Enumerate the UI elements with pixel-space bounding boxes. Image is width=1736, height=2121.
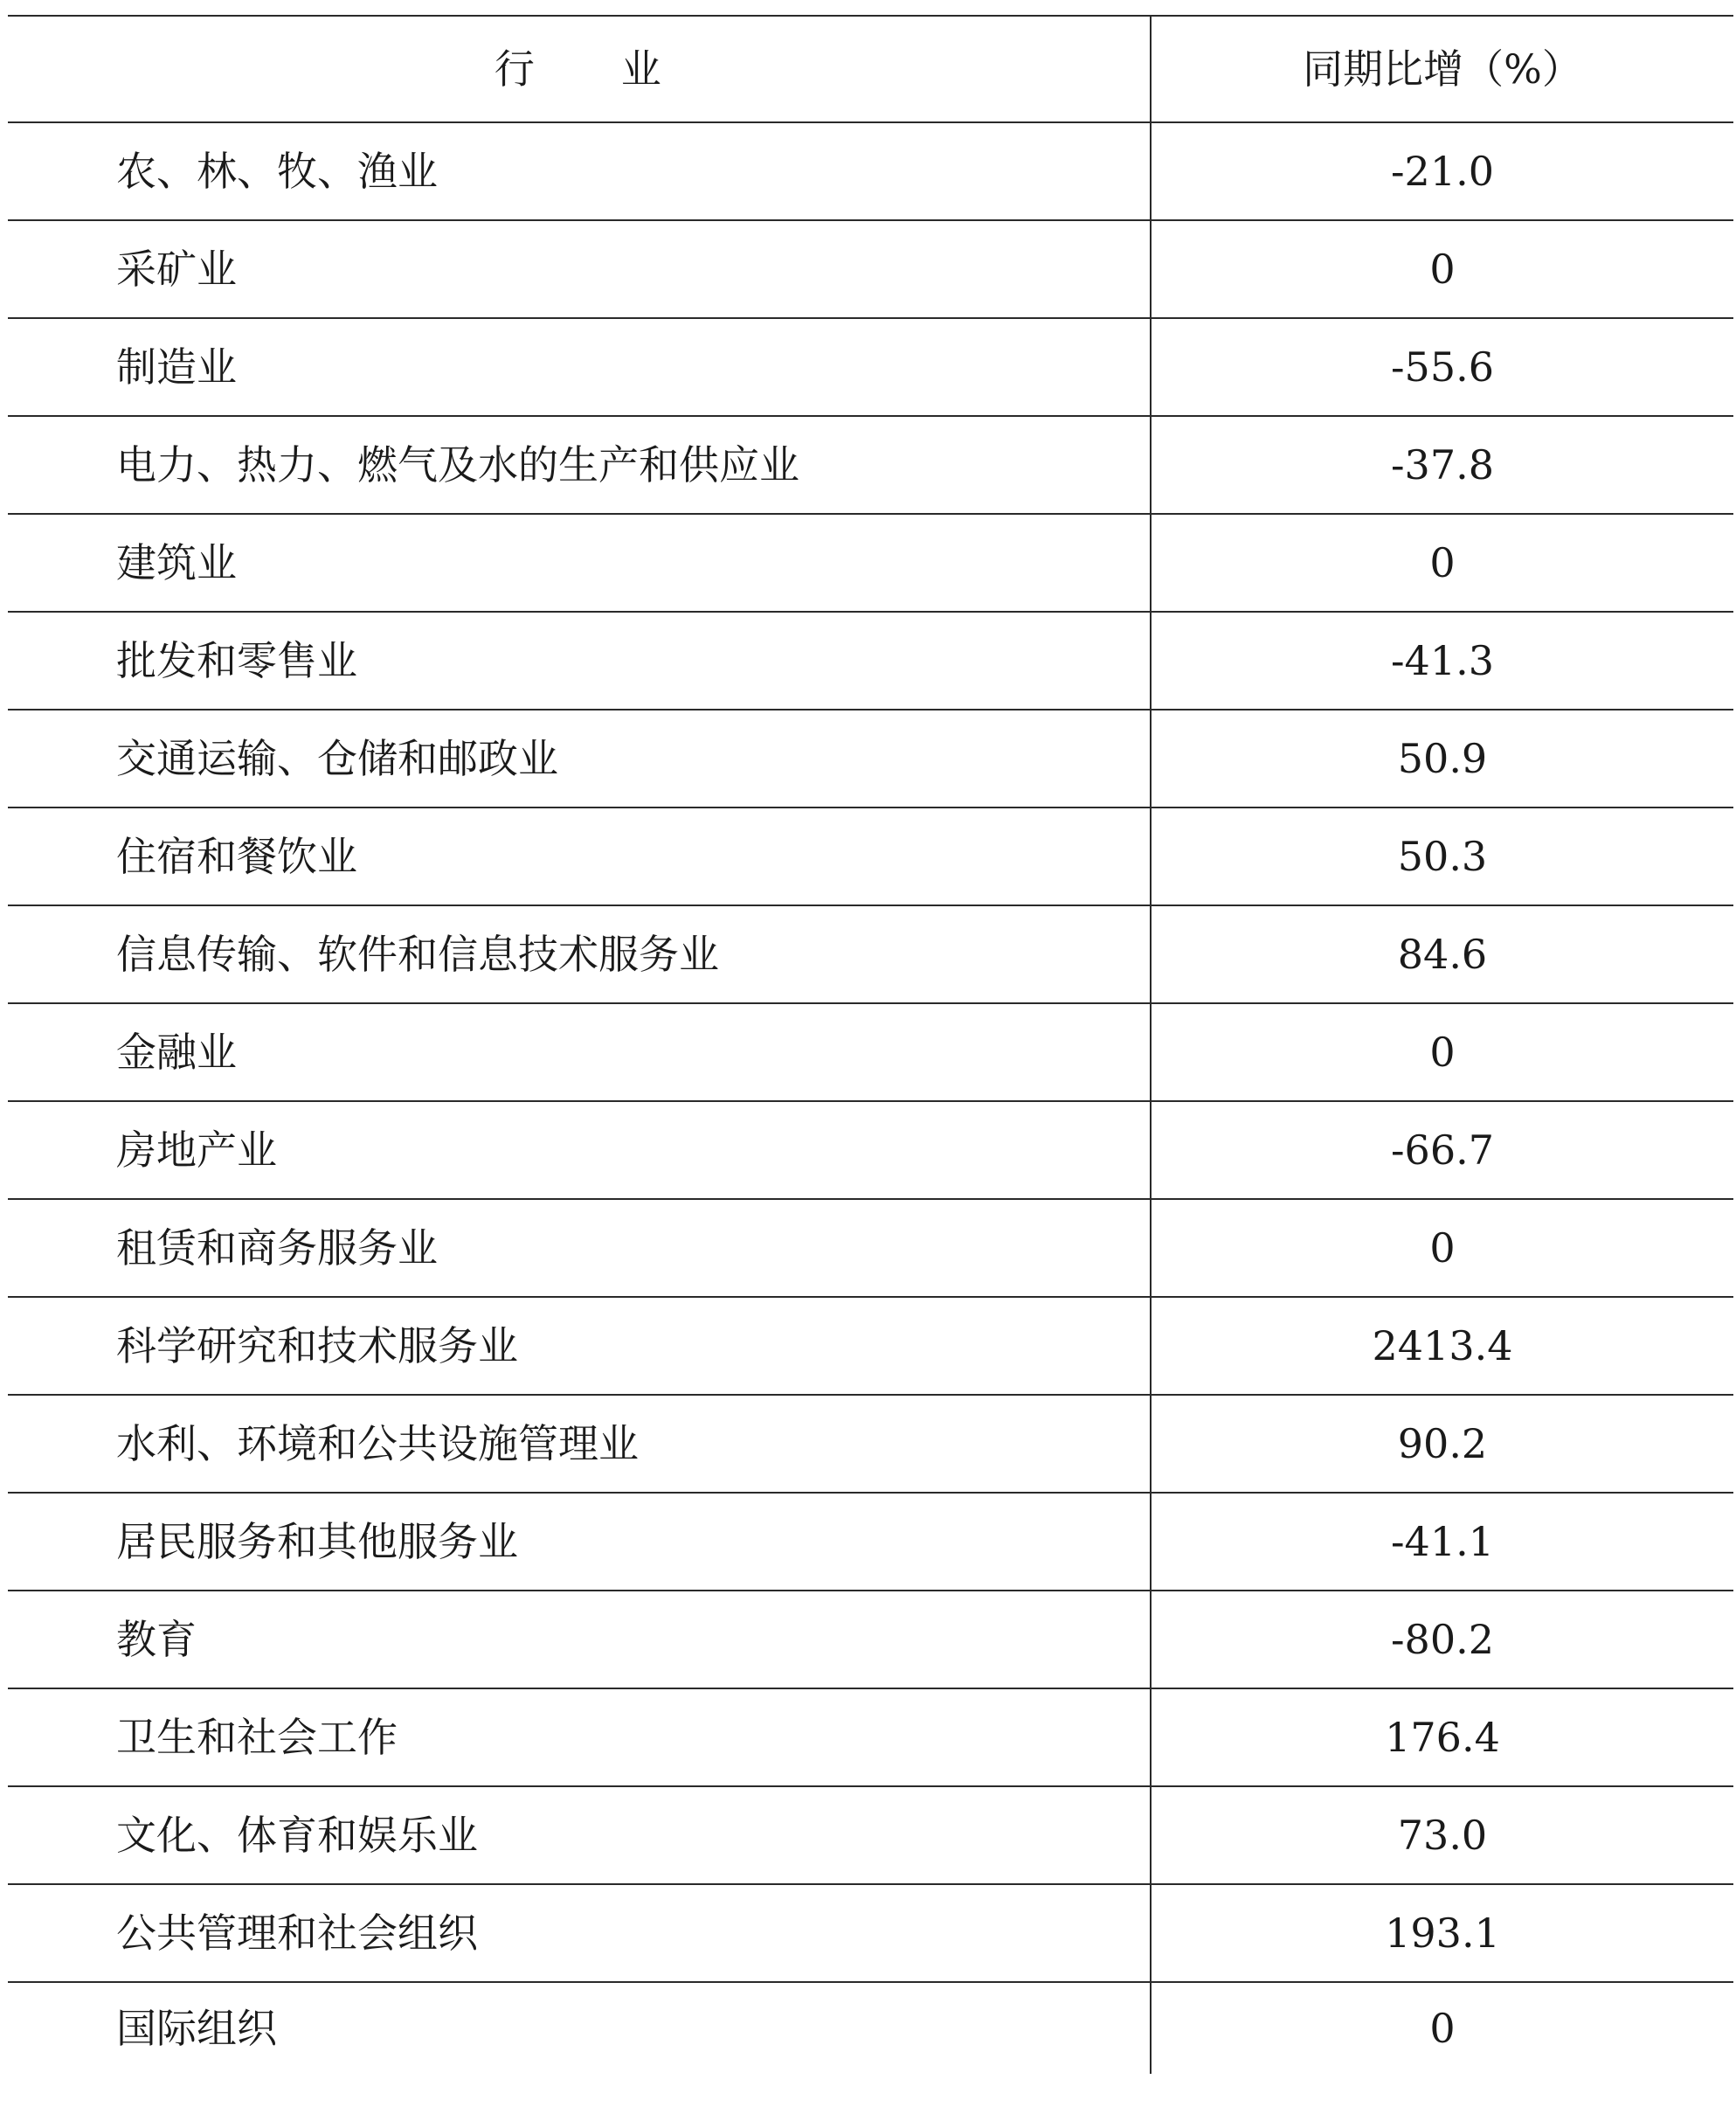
table-row — [8, 1591, 1733, 1688]
growth-value-cell: 193.1 — [1151, 1884, 1733, 1982]
industry-cell: 教育 — [8, 1591, 1151, 1688]
industry-cell: 水利、环境和公共设施管理业 — [8, 1395, 1151, 1493]
growth-value-cell: 90.2 — [1151, 1395, 1733, 1493]
growth-value-cell: 0 — [1151, 1003, 1733, 1101]
growth-value-cell: 0 — [1151, 1199, 1733, 1297]
industry-cell: 电力、热力、燃气及水的生产和供应业 — [8, 416, 1151, 514]
table-row — [8, 514, 1733, 612]
growth-value-cell: -80.2 — [1151, 1591, 1733, 1688]
table-row — [8, 1297, 1733, 1395]
table-body — [8, 122, 1733, 2074]
industry-cell: 卫生和社会工作 — [8, 1688, 1151, 1786]
table-row — [8, 318, 1733, 416]
table-row — [8, 905, 1733, 1003]
table-row — [8, 1786, 1733, 1884]
growth-column-header: 同期比增（%） — [1151, 16, 1733, 122]
industry-cell: 科学研究和技术服务业 — [8, 1297, 1151, 1395]
industry-column-header — [8, 16, 1151, 122]
table-row — [8, 416, 1733, 514]
industry-cell: 住宿和餐饮业 — [8, 808, 1151, 905]
table-row — [8, 612, 1733, 710]
growth-value-cell: -37.8 — [1151, 416, 1733, 514]
table-row — [8, 1493, 1733, 1591]
industry-cell: 农、林、牧、渔业 — [8, 122, 1151, 220]
industry-growth-table — [8, 15, 1733, 2074]
industry-cell: 居民服务和其他服务业 — [8, 1493, 1151, 1591]
table-row — [8, 1884, 1733, 1982]
header-row — [8, 16, 1733, 122]
industry-cell: 交通运输、仓储和邮政业 — [8, 710, 1151, 808]
growth-value-cell: 0 — [1151, 514, 1733, 612]
growth-value-cell: 176.4 — [1151, 1688, 1733, 1786]
industry-cell: 制造业 — [8, 318, 1151, 416]
growth-value-cell: 0 — [1151, 220, 1733, 318]
table-row — [8, 1199, 1733, 1297]
industry-cell: 批发和零售业 — [8, 612, 1151, 710]
industry-cell: 金融业 — [8, 1003, 1151, 1101]
growth-value-cell: -41.1 — [1151, 1493, 1733, 1591]
industry-cell: 采矿业 — [8, 220, 1151, 318]
growth-value-cell: -41.3 — [1151, 612, 1733, 710]
table-row — [8, 710, 1733, 808]
table-header — [8, 16, 1733, 122]
industry-header-label: 行 业 — [494, 45, 664, 93]
table-row — [8, 1688, 1733, 1786]
table-row — [8, 1395, 1733, 1493]
industry-cell: 房地产业 — [8, 1101, 1151, 1199]
growth-value-cell: 73.0 — [1151, 1786, 1733, 1884]
growth-value-cell: -66.7 — [1151, 1101, 1733, 1199]
industry-cell: 公共管理和社会组织 — [8, 1884, 1151, 1982]
industry-cell: 建筑业 — [8, 514, 1151, 612]
table-row — [8, 1982, 1733, 2074]
growth-value-cell: -55.6 — [1151, 318, 1733, 416]
industry-cell: 文化、体育和娱乐业 — [8, 1786, 1151, 1884]
growth-value-cell: 50.3 — [1151, 808, 1733, 905]
table-row — [8, 1101, 1733, 1199]
growth-value-cell: 84.6 — [1151, 905, 1733, 1003]
growth-value-cell: 2413.4 — [1151, 1297, 1733, 1395]
growth-value-cell: -21.0 — [1151, 122, 1733, 220]
table-row — [8, 122, 1733, 220]
industry-cell: 租赁和商务服务业 — [8, 1199, 1151, 1297]
table-row — [8, 1003, 1733, 1101]
industry-cell: 信息传输、软件和信息技术服务业 — [8, 905, 1151, 1003]
industry-cell: 国际组织 — [8, 1982, 1151, 2074]
table-row — [8, 220, 1733, 318]
growth-value-cell: 50.9 — [1151, 710, 1733, 808]
table-row — [8, 808, 1733, 905]
growth-value-cell: 0 — [1151, 1982, 1733, 2074]
